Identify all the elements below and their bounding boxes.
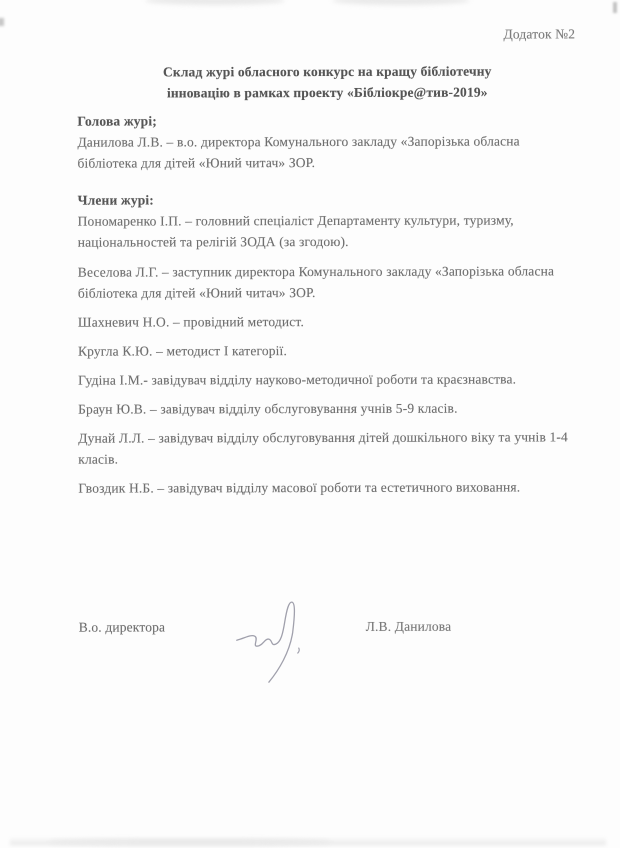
document-title-line-1: Склад журі обласного конкурс на кращу бібліотечну xyxy=(162,63,492,80)
appendix-label: Додаток №2 xyxy=(503,26,576,42)
scan-bottom-shadow-dark xyxy=(50,839,330,845)
scan-corner-mark xyxy=(613,2,617,13)
signature-scribble xyxy=(219,594,329,695)
jury-member-entry: Гвоздик Н.Б. – завідувач відділу масової роботи та естетичного виховання. xyxy=(78,479,521,496)
scan-smudge-top-right xyxy=(332,0,470,5)
jury-head-entry: Данилова Л.В. – в.о. директора Комунального закладу «Запорізька обласна бібліотека для дітей «Юний читач» ЗОР. xyxy=(77,133,520,171)
jury-head-heading: Голова журі; xyxy=(77,113,157,129)
jury-members-heading: Члени журі: xyxy=(77,192,154,208)
jury-member-entry: Дунай Л.Л. – завідувач відділу обслуговування дітей дошкільного віку та учнів 1-4 класів. xyxy=(78,429,568,467)
jury-member-entry: Веселова Л.Г. – заступник директора Комунального закладу «Запорізька обласна бібліотека для дітей «Юний читач» ЗОР. xyxy=(77,263,555,301)
signature-block xyxy=(79,615,579,686)
jury-member-entry: Кругла К.Ю. – методист І категорії. xyxy=(77,343,287,359)
document-title xyxy=(87,60,567,103)
jury-member-entry: Пономаренко І.П. – головний спеціаліст Департаменту культури, туризму, національностей та релігій ЗОДА (за згодою). xyxy=(77,212,514,250)
scan-smudge-top-left xyxy=(145,0,285,5)
signatory-position: В.о. директора xyxy=(78,619,166,635)
jury-member-entry: Шахневич Н.О. – провідний методист. xyxy=(77,314,305,330)
scan-edge-mark xyxy=(0,18,4,26)
document-title-line-2: інновацію в рамках проекту «Бібліокре@тив-2019» xyxy=(166,84,488,101)
document-content xyxy=(77,23,579,686)
jury-member-entry: Гудіна І.М.- завідувач відділу науково-методичної роботи та краєзнавства. xyxy=(78,371,517,388)
signatory-name: Л.В. Данилова xyxy=(365,618,452,634)
jury-member-entry: Браун Ю.В. – завідувач відділу обслуговування учнів 5-9 класів. xyxy=(78,400,458,417)
